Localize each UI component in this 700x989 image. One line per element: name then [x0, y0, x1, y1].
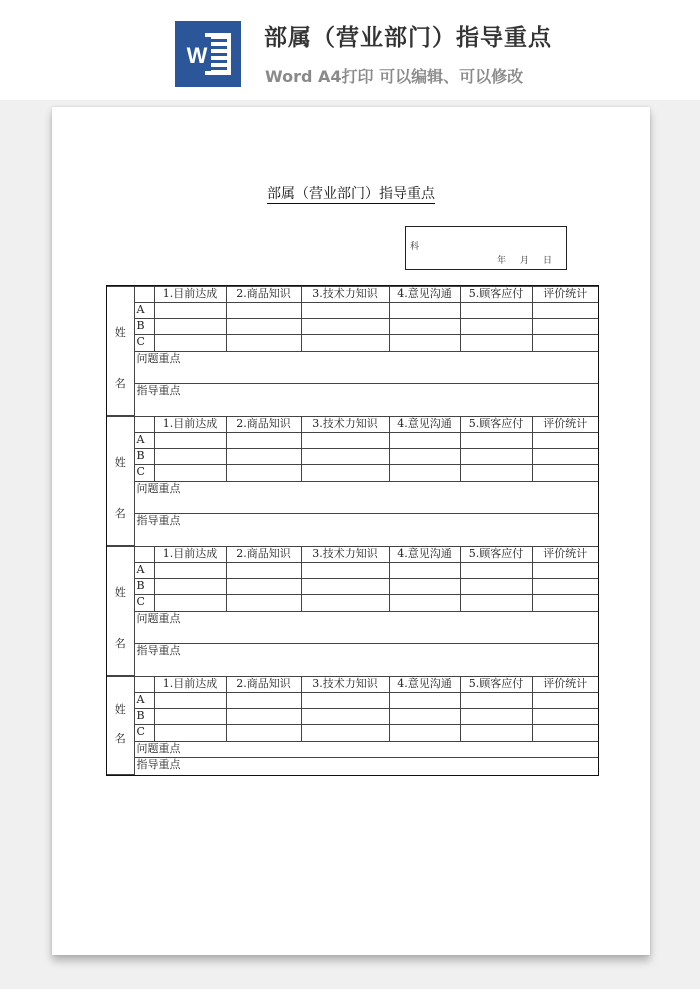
problem-focus-cell[interactable] [134, 611, 598, 643]
score-cell[interactable] [460, 319, 532, 335]
guidance-focus-label: 指导重点 [136, 757, 181, 771]
column-header: 3.技术力知识 [301, 677, 389, 693]
score-cell[interactable] [301, 579, 389, 595]
score-cell[interactable] [301, 465, 389, 481]
grade-row [107, 303, 598, 319]
score-cell[interactable] [532, 433, 598, 449]
score-cell[interactable] [301, 595, 389, 611]
employee-name-cell[interactable] [107, 417, 134, 546]
grade-row [107, 595, 598, 611]
score-cell[interactable] [154, 319, 226, 335]
month-label: 月 [519, 256, 529, 266]
grade-label: A [134, 303, 154, 319]
problem-focus-cell[interactable] [134, 351, 598, 383]
score-cell[interactable] [389, 709, 460, 725]
grade-label: C [134, 335, 154, 351]
name-char-surname: 姓 [114, 326, 126, 339]
column-header: 4.意见沟通 [389, 547, 460, 563]
score-cell[interactable] [301, 563, 389, 579]
grade-label: C [134, 595, 154, 611]
employee-name-cell[interactable] [107, 287, 134, 416]
score-cell[interactable] [460, 563, 532, 579]
score-cell[interactable] [301, 433, 389, 449]
grade-row [107, 579, 598, 595]
grade-label: C [134, 725, 154, 741]
score-cell[interactable] [460, 595, 532, 611]
column-header: 2.商品知识 [226, 287, 301, 303]
score-cell[interactable] [226, 579, 301, 595]
grade-row [107, 725, 598, 741]
column-header: 5.顾客应付 [460, 417, 532, 433]
evaluation-block [107, 416, 598, 546]
name-char-surname: 姓 [114, 586, 126, 599]
header-banner [0, 0, 700, 100]
column-header: 4.意见沟通 [389, 287, 460, 303]
score-cell[interactable] [226, 693, 301, 709]
score-cell[interactable] [301, 303, 389, 319]
score-cell[interactable] [154, 709, 226, 725]
score-cell[interactable] [154, 449, 226, 465]
score-cell[interactable] [154, 563, 226, 579]
score-cell[interactable] [226, 465, 301, 481]
score-cell[interactable] [389, 319, 460, 335]
score-cell[interactable] [226, 449, 301, 465]
score-cell[interactable] [154, 725, 226, 741]
score-cell[interactable] [460, 465, 532, 481]
score-cell[interactable] [460, 335, 532, 351]
score-cell[interactable] [301, 335, 389, 351]
guidance-focus-cell[interactable] [134, 383, 598, 415]
document-title [52, 183, 650, 203]
score-cell[interactable] [389, 303, 460, 319]
column-header: 3.技术力知识 [301, 287, 389, 303]
column-header: 2.商品知识 [226, 677, 301, 693]
score-cell[interactable] [154, 595, 226, 611]
score-cell[interactable] [226, 433, 301, 449]
column-header: 4.意见沟通 [389, 417, 460, 433]
grade-label: B [134, 319, 154, 335]
score-cell[interactable] [532, 335, 598, 351]
score-cell[interactable] [301, 725, 389, 741]
column-header: 3.技术力知识 [301, 547, 389, 563]
score-cell[interactable] [154, 335, 226, 351]
grade-header-blank [134, 287, 154, 303]
column-header: 评价统计 [532, 677, 598, 693]
column-header: 5.顾客应付 [460, 547, 532, 563]
score-cell[interactable] [154, 693, 226, 709]
score-cell[interactable] [460, 303, 532, 319]
score-cell[interactable] [532, 465, 598, 481]
column-header: 4.意见沟通 [389, 677, 460, 693]
grade-label: B [134, 579, 154, 595]
score-cell[interactable] [389, 579, 460, 595]
name-char-given: 名 [114, 732, 126, 745]
guidance-focus-label: 指导重点 [136, 643, 181, 657]
grade-row [107, 563, 598, 579]
score-cell[interactable] [532, 303, 598, 319]
grade-row [107, 709, 598, 725]
grade-label: C [134, 465, 154, 481]
grade-row [107, 433, 598, 449]
score-cell[interactable] [389, 595, 460, 611]
column-header: 1.目前达成 [154, 677, 226, 693]
score-cell[interactable] [460, 579, 532, 595]
date-labels [497, 253, 552, 266]
column-header: 1.目前达成 [154, 417, 226, 433]
evaluation-block [107, 676, 598, 775]
column-header: 2.商品知识 [226, 417, 301, 433]
header-title: 部属（营业部门）指导重点 [264, 25, 552, 51]
score-cell[interactable] [532, 563, 598, 579]
column-header: 评价统计 [532, 287, 598, 303]
grade-header-blank [134, 677, 154, 693]
score-cell[interactable] [389, 563, 460, 579]
score-cell[interactable] [154, 433, 226, 449]
problem-focus-label: 问题重点 [136, 741, 181, 755]
word-icon [175, 21, 241, 87]
grade-header-blank [134, 417, 154, 433]
score-cell[interactable] [532, 579, 598, 595]
score-cell[interactable] [226, 725, 301, 741]
grade-label: B [134, 449, 154, 465]
score-cell[interactable] [460, 693, 532, 709]
score-cell[interactable] [301, 319, 389, 335]
score-cell[interactable] [389, 449, 460, 465]
grade-row [107, 319, 598, 335]
name-char-surname: 姓 [114, 703, 126, 716]
problem-focus-label: 问题重点 [136, 481, 181, 495]
guidance-focus-cell[interactable] [134, 643, 598, 675]
score-cell[interactable] [460, 725, 532, 741]
document-title-text: 部属（营业部门）指导重点 [267, 186, 435, 202]
score-cell[interactable] [226, 595, 301, 611]
grade-label: A [134, 563, 154, 579]
grade-label: B [134, 709, 154, 725]
name-char-surname: 姓 [114, 456, 126, 469]
department-label: 科 [410, 242, 420, 252]
score-cell[interactable] [301, 693, 389, 709]
grade-row [107, 693, 598, 709]
name-char-given: 名 [114, 377, 126, 390]
score-cell[interactable] [226, 319, 301, 335]
score-cell[interactable] [389, 433, 460, 449]
grade-header-blank [134, 547, 154, 563]
score-cell[interactable] [389, 335, 460, 351]
score-cell[interactable] [226, 303, 301, 319]
score-cell[interactable] [389, 725, 460, 741]
grade-label: A [134, 693, 154, 709]
grade-row [107, 335, 598, 351]
score-cell[interactable] [532, 595, 598, 611]
score-cell[interactable] [301, 449, 389, 465]
score-cell[interactable] [389, 465, 460, 481]
employee-name-cell[interactable] [107, 677, 134, 775]
score-cell[interactable] [532, 725, 598, 741]
problem-focus-label: 问题重点 [136, 611, 181, 625]
column-header: 5.顾客应付 [460, 677, 532, 693]
guidance-focus-cell[interactable] [134, 513, 598, 545]
score-cell[interactable] [532, 709, 598, 725]
score-cell[interactable] [154, 579, 226, 595]
evaluation-form [106, 285, 599, 776]
score-cell[interactable] [226, 709, 301, 725]
score-cell[interactable] [460, 433, 532, 449]
score-cell[interactable] [460, 709, 532, 725]
score-cell[interactable] [226, 335, 301, 351]
header-subtitle: Word A4打印 可以编辑、可以修改 [265, 67, 524, 86]
score-cell[interactable] [532, 319, 598, 335]
score-cell[interactable] [532, 449, 598, 465]
column-header: 2.商品知识 [226, 547, 301, 563]
guidance-focus-label: 指导重点 [136, 383, 181, 397]
score-cell[interactable] [154, 303, 226, 319]
column-header: 1.目前达成 [154, 547, 226, 563]
score-cell[interactable] [460, 449, 532, 465]
day-label: 日 [542, 256, 552, 266]
grade-label: A [134, 433, 154, 449]
problem-focus-label: 问题重点 [136, 351, 181, 365]
evaluation-block [107, 546, 598, 676]
column-header: 评价统计 [532, 417, 598, 433]
guidance-focus-label: 指导重点 [136, 513, 181, 527]
column-header: 1.目前达成 [154, 287, 226, 303]
score-cell[interactable] [226, 563, 301, 579]
column-header: 5.顾客应付 [460, 287, 532, 303]
svg-text:W: W [186, 43, 208, 68]
document-page [52, 107, 650, 955]
column-header: 评价统计 [532, 547, 598, 563]
problem-focus-cell[interactable] [134, 741, 598, 757]
guidance-focus-cell[interactable] [134, 757, 598, 774]
score-cell[interactable] [389, 693, 460, 709]
problem-focus-cell[interactable] [134, 481, 598, 513]
name-char-given: 名 [114, 637, 126, 650]
grade-row [107, 449, 598, 465]
name-char-given: 名 [114, 507, 126, 520]
score-cell[interactable] [154, 465, 226, 481]
score-cell[interactable] [532, 693, 598, 709]
department-date-box[interactable] [405, 226, 567, 270]
evaluation-block [107, 286, 598, 416]
column-header: 3.技术力知识 [301, 417, 389, 433]
employee-name-cell[interactable] [107, 547, 134, 676]
grade-row [107, 465, 598, 481]
year-label: 年 [496, 256, 506, 266]
score-cell[interactable] [301, 709, 389, 725]
